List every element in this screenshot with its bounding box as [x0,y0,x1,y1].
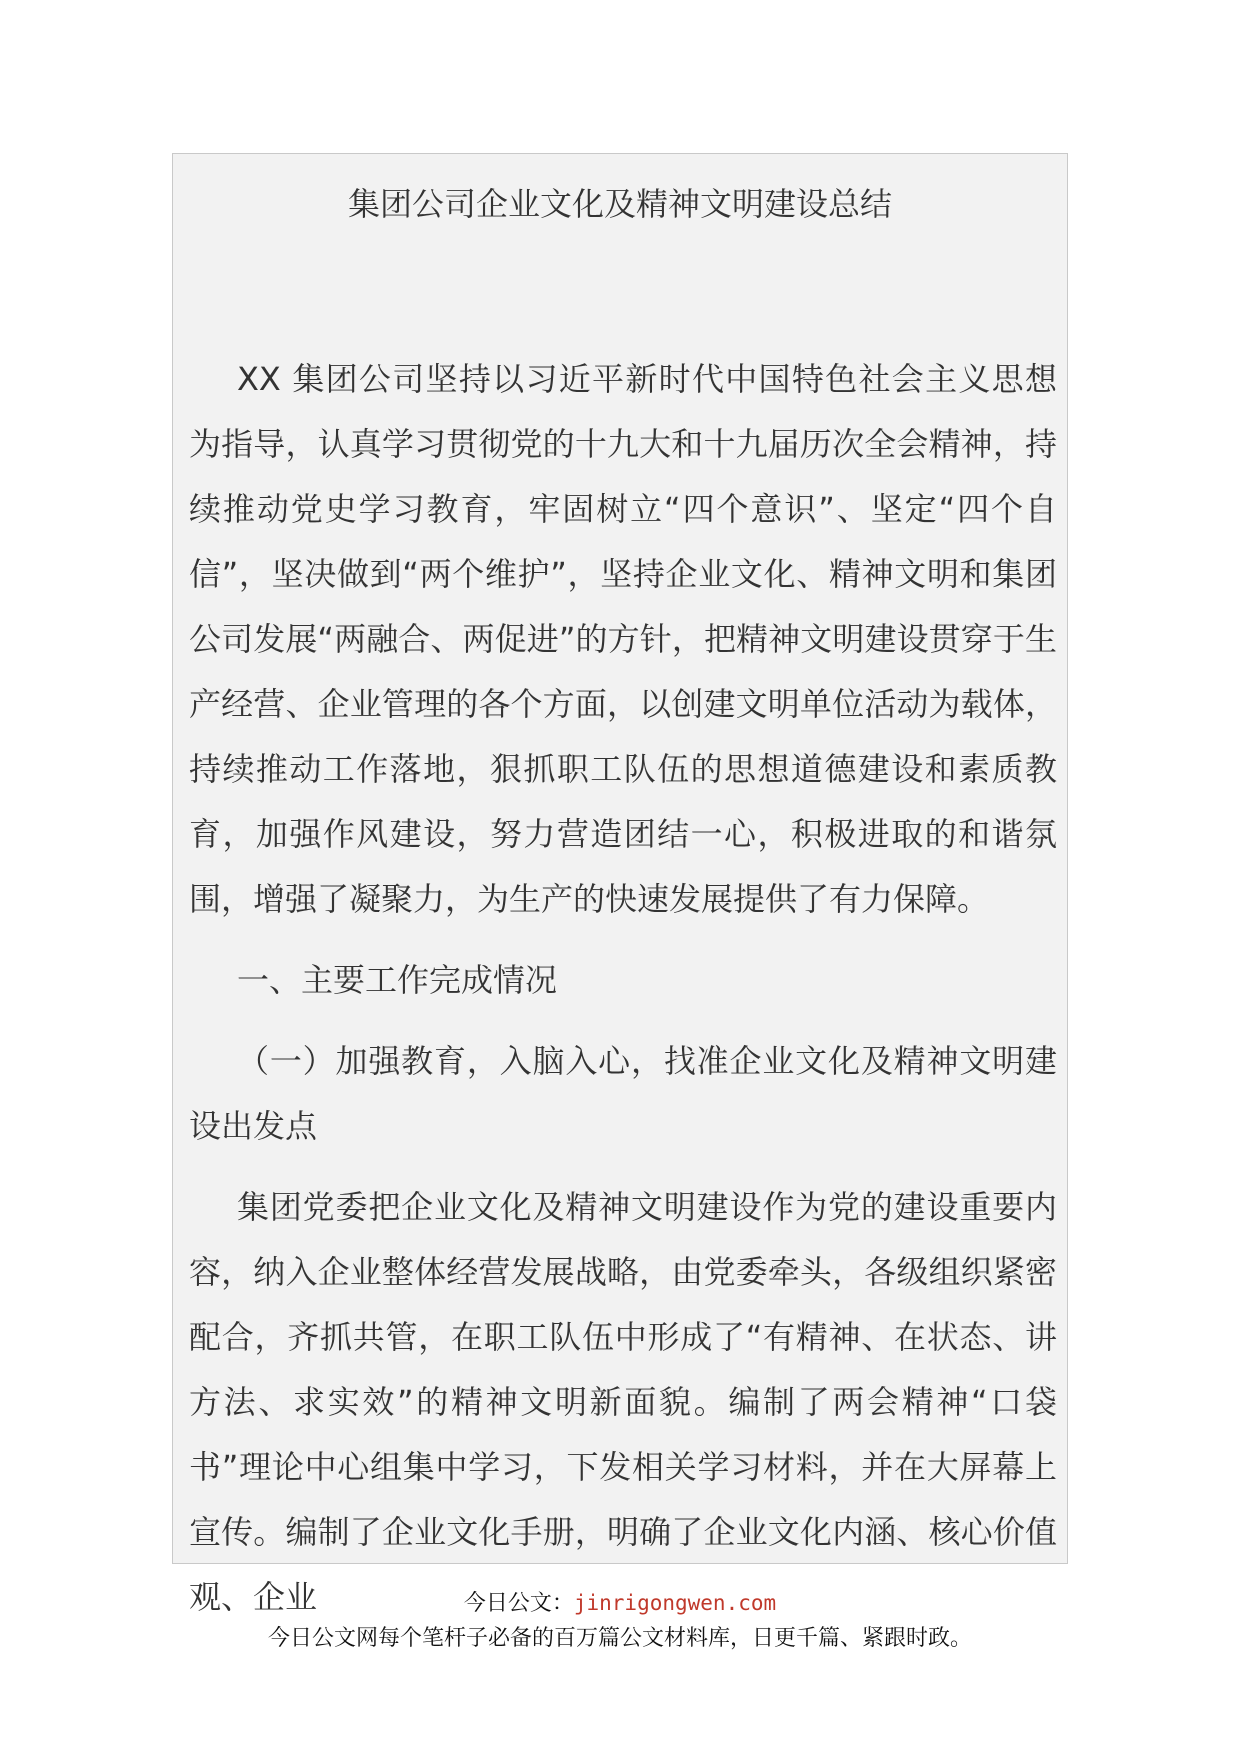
document-body [189,347,1057,1630]
footer-site-label: 今日公文： [463,1591,574,1616]
document-title: 集团公司企业文化及精神文明建设总结 [347,185,892,223]
subsection-heading: （一）加强教育，入脑入心，找准企业文化及精神文明建设出发点 [189,1042,1057,1145]
footer-site-line [0,1586,1240,1621]
section-heading: 一、主要工作完成情况 [237,961,558,999]
paragraph-body: 集团党委把企业文化及精神文明建设作为党的建设重要内容，纳入企业整体经营发展战略，由党委牵头，各级组织紧密配合，齐抓共管，在职工队伍中形成了“有精神、在状态、讲方法、求实效”的精神文明新面貌。编制了两会精神“口袋书”理论中心组集中学习，下发相关学习材料，并在大屏幕上宣传。编制了企业文化手册，明确了企业文化内涵、核心价值观、企业 [189,1188,1057,1616]
footer-site-link[interactable]: jinrigongwen.com [573,1591,777,1615]
footer-slogan: 今日公文网每个笔杆子必备的百万篇公文材料库，日更千篇、紧跟时政。 [267,1626,972,1651]
paragraph-intro: XX 集团公司坚持以习近平新时代中国特色社会主义思想为指导，认真学习贯彻党的十九大和十九届历次全会精神，持续推动党史学习教育，牢固树立“四个意识”、坚定“四个自信”，坚决做到“两个维护”，坚持企业文化、精神文明和集团公司发展“两融合、两促进”的方针，把精神文明建设贯穿于生产经营、企业管理的各个方面，以创建文明单位活动为载体，持续推动工作落地，狠抓职工队伍的思想道德建设和素质教育，加强作风建设，努力营造团结一心，积极进取的和谐氛围，增强了凝聚力，为生产的快速发展提供了有力保障。 [189,360,1057,918]
